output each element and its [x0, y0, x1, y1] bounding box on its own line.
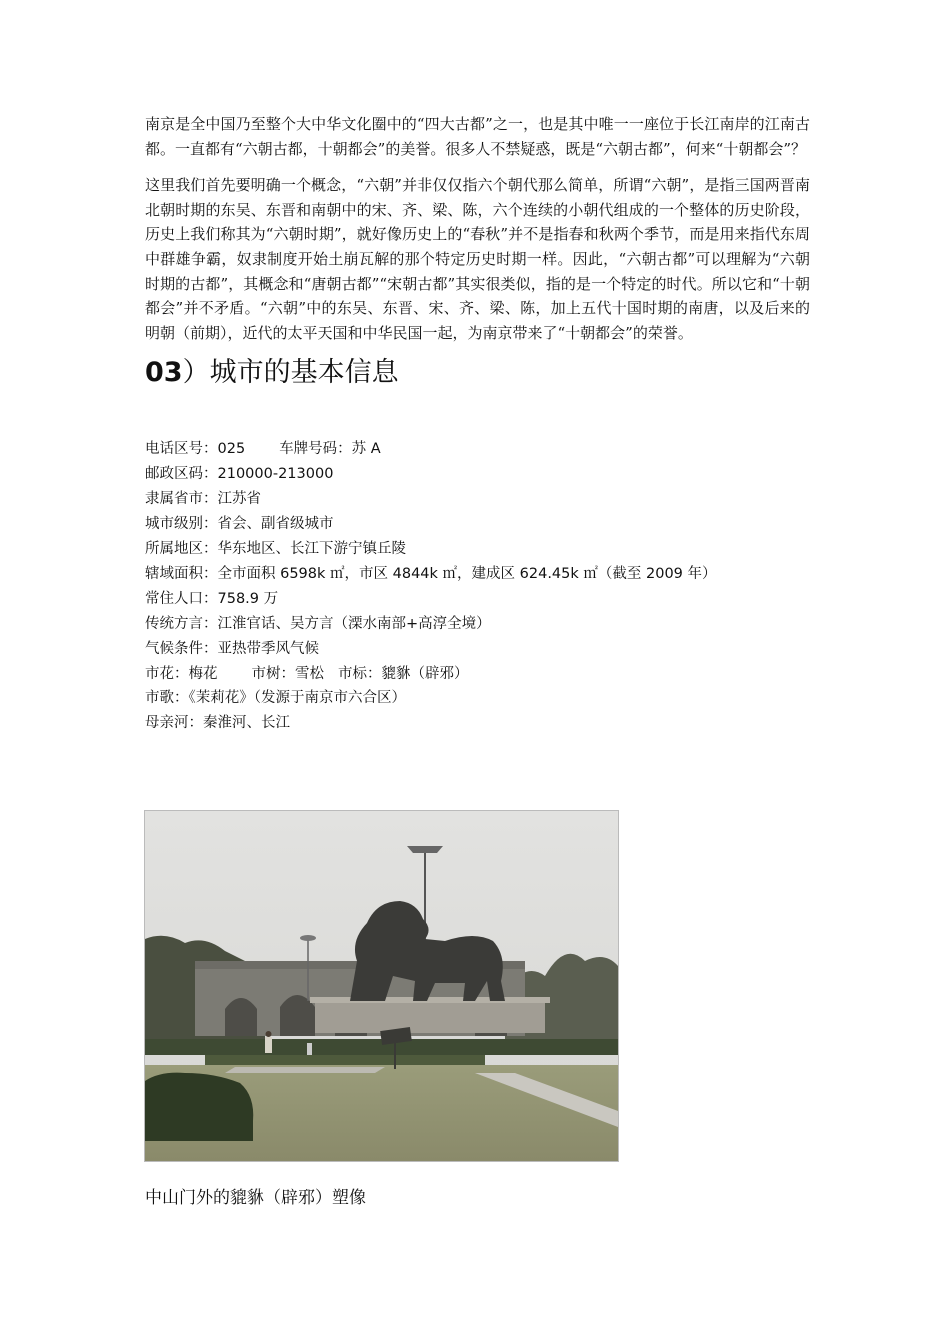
city-symbol: 市标：貔貅（辟邪） — [338, 665, 469, 682]
document-body — [145, 112, 810, 736]
intro-paragraph: 南京是全中国乃至整个大中华文化圈中的“四大古都”之一，也是其中唯一一座位于长江南岸的江南古都。一直都有“六朝古都，十朝都会”的美誉。很多人不禁疑惑，既是“六朝古都”，何来“十朝都会”？ — [145, 115, 810, 158]
dialect: 传统方言：江淮官话、吴方言（溧水南部+高淳全境） — [145, 615, 491, 632]
plate-code: 车牌号码：苏 A — [279, 441, 381, 458]
city-tree: 市树：雪松 — [251, 665, 324, 682]
section-number: 03 — [145, 357, 183, 389]
photo-caption: 中山门外的貔貅（辟邪）塑像 — [145, 1188, 366, 1208]
city-info-list — [145, 437, 810, 736]
area-code: 电话区号：025 — [145, 441, 246, 458]
pixiu-statue-photo — [144, 810, 619, 1162]
region: 所属地区：华东地区、长江下游宁镇丘陵 — [145, 540, 406, 557]
city-flower: 市花：梅花 — [145, 665, 218, 682]
six-dynasties-paragraph: 这里我们首先要明确一个概念，“六朝”并非仅仅指六个朝代那么简单，所谓“六朝”，是指三国两晋南北朝时期的东吴、东晋和南朝中的宋、齐、梁、陈，六个连续的小朝代组成的一个整体的历史阶段，历史上我们称其为“六朝时期”，就好像历史上的“春秋”并不是指春和秋两个季节，而是用来指代东周中群雄争霸，奴隶制度开始土崩瓦解的那个特定历史时期一样。因此，“六朝古都”可以理解为“六朝时期的古都”，其概念和“唐朝古都”“宋朝古都”其实很类似，指的是一个特定的时代。所以它和“十朝都会”并不矛盾。“六朝”中的东吴、东晋、宋、齐、梁、陈，加上五代十国时期的南唐，以及后来的明朝（前期），近代的太平天国和中华民国一起，为南京带来了“十朝都会”的荣誉。 — [145, 176, 810, 342]
info-line-codes — [145, 437, 810, 462]
info-line-symbols — [145, 662, 810, 687]
population: 常住人口：758.9 万 — [145, 590, 279, 607]
postal-code: 邮政区码：210000-213000 — [145, 466, 334, 483]
land-area: 辖域面积：全市面积 6598k ㎡，市区 4844k ㎡，建成区 624.45k ㎡（截至 2009 年） — [145, 565, 717, 582]
province: 隶属省市：江苏省 — [145, 491, 261, 508]
climate: 气候条件：亚热带季风气候 — [145, 640, 319, 657]
city-level: 城市级别：省会、副省级城市 — [145, 516, 334, 533]
city-song: 市歌：《茉莉花》（发源于南京市六合区） — [145, 690, 406, 707]
mother-rivers: 母亲河：秦淮河、长江 — [145, 715, 290, 732]
section-title: ）城市的基本信息 — [182, 357, 399, 389]
section-heading — [145, 353, 810, 393]
